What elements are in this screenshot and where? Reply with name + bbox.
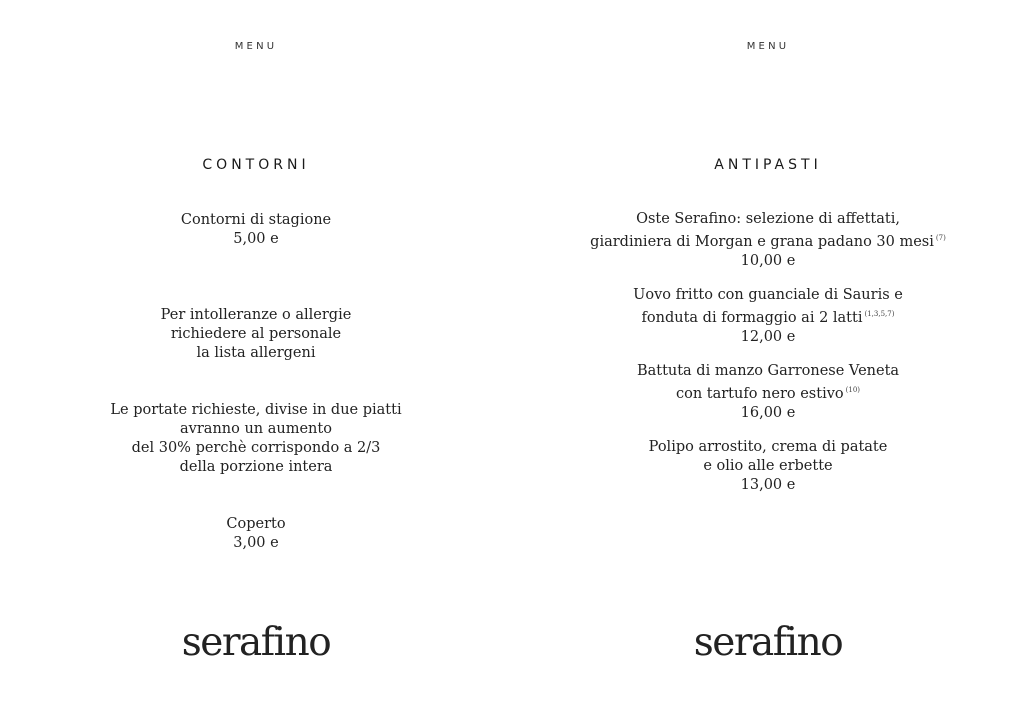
- menu-item: [512, 286, 1024, 347]
- item-price: 10,00 e: [740, 253, 796, 269]
- allergen-codes: (1,3,5,7): [864, 310, 895, 318]
- menu-item: [0, 211, 512, 249]
- cover-charge: [0, 515, 512, 553]
- cover-label: Coperto: [226, 516, 286, 532]
- section-title-contorni: CONTORNI: [202, 157, 310, 173]
- note-line: Per intolleranze o allergie: [160, 307, 352, 323]
- item-price: 16,00 e: [740, 405, 796, 421]
- item-price: 12,00 e: [740, 329, 796, 345]
- menu-header: MENU: [234, 41, 278, 52]
- allergen-codes: (7): [935, 234, 946, 242]
- section-title-antipasti: ANTIPASTI: [714, 157, 822, 173]
- item-line: giardiniera di Morgan e grana padano 30 mesi: [590, 234, 934, 250]
- item-price: 5,00 e: [233, 231, 279, 247]
- split-portion-note: [0, 401, 512, 477]
- item-line: Uovo fritto con guanciale di Sauris e: [633, 287, 903, 303]
- allergen-note: [0, 306, 512, 363]
- note-line: Le portate richieste, divise in due piatti: [110, 402, 402, 418]
- note-line: richiedere al personale: [170, 326, 342, 342]
- item-line: e olio alle erbette: [703, 458, 833, 474]
- note-line: del 30% perchè corrispondo a 2/3: [131, 440, 381, 456]
- item-line: con tartufo nero estivo: [675, 386, 844, 402]
- cover-price: 3,00 e: [233, 535, 279, 551]
- note-line: della porzione intera: [179, 459, 333, 475]
- right-page: [512, 0, 1024, 724]
- item-line: Battuta di manzo Garronese Veneta: [636, 363, 900, 379]
- note-line: la lista allergeni: [196, 345, 316, 361]
- item-price: 13,00 e: [740, 477, 796, 493]
- menu-item: [512, 362, 1024, 423]
- brand-logo: serafino: [181, 620, 331, 665]
- menu-header: MENU: [746, 41, 790, 52]
- item-line: Oste Serafino: selezione di affettati,: [636, 211, 900, 227]
- brand-logo: serafino: [693, 620, 843, 665]
- note-line: avranno un aumento: [180, 421, 332, 437]
- menu-item: [512, 210, 1024, 271]
- item-line: fonduta di formaggio ai 2 latti: [641, 310, 863, 326]
- menu-item: [512, 438, 1024, 495]
- allergen-codes: (10): [845, 386, 861, 394]
- item-name: Contorni di stagione: [180, 212, 332, 228]
- item-line: Polipo arrostito, crema di patate: [648, 439, 888, 455]
